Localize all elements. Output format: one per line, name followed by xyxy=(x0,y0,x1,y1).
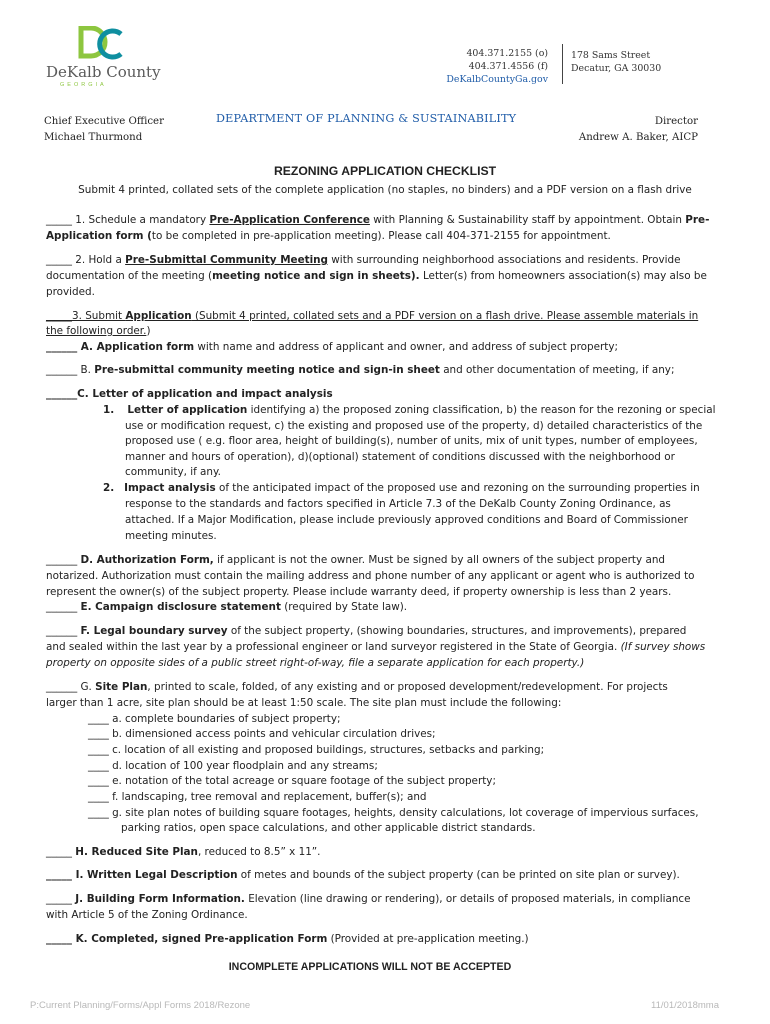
item-g-a: ____ a. complete boundaries of subject property; xyxy=(88,713,341,725)
step-3-paren: ) xyxy=(146,325,151,337)
item-g-line-2: larger than 1 acre, site plan should be at least 1:50 scale. The site plan must include the following: xyxy=(46,697,562,709)
item-a xyxy=(46,340,702,356)
footer-date: 11/01/2018mma xyxy=(651,1000,719,1011)
step-2-line-3: provided. xyxy=(46,286,95,298)
application-label: Application xyxy=(125,310,192,322)
item-g-c: ____ c. location of all existing and proposed buildings, structures, setbacks and parking; xyxy=(88,744,545,756)
item-d-line-2: notarized. Authorization must contain the mailing address and phone number of any applicant or agent who is authorized to xyxy=(46,570,695,582)
step-2-line-2 xyxy=(46,269,707,285)
logo-state: GEORGIA xyxy=(60,82,107,88)
item-k xyxy=(46,932,702,948)
header-divider xyxy=(562,44,563,84)
director-name: Andrew A. Baker, AICP xyxy=(578,132,698,143)
item-c-label: ______C. Letter of application and impact analysis xyxy=(46,388,333,400)
item-c2-text-1: of the anticipated impact of the proposed use and rezoning on the surrounding properties in xyxy=(215,482,700,494)
item-j-label: J. Building Form Information. xyxy=(75,893,245,905)
step-2-text: _____ 2. Hold a xyxy=(46,254,126,266)
item-c1-line-2: use or modification request, c) the existing and proposed use of the property, d) detailed characteristics of the xyxy=(125,420,703,432)
item-f-text-2: and sealed within the last year by a professional engineer or land surveyor registered in the State of Georgia. xyxy=(46,641,621,653)
step-1-text-2: with Planning & Sustainability staff by appointment. Obtain xyxy=(369,214,686,226)
item-g-g: ____ g. site plan notes of building square footages, heights, density calculations, lot coverage of impervious surfaces, xyxy=(88,807,699,819)
ceo-name: Michael Thurmond xyxy=(44,132,143,143)
step-1-bold: Pre- xyxy=(685,214,710,226)
logo-county-name: DeKalb County xyxy=(46,63,161,81)
item-a-text: with name and address of applicant and owner, and address of subject property; xyxy=(194,341,618,353)
phone-fax: 404.371.4556 (f) xyxy=(468,61,548,72)
contact-address xyxy=(571,49,661,75)
director-title: Director xyxy=(654,116,698,127)
item-d-line-1 xyxy=(46,553,702,569)
director-block xyxy=(579,114,698,146)
step-2-bold: meeting notice and sign in sheets). xyxy=(212,270,420,282)
item-b xyxy=(46,363,702,379)
item-g-line-1 xyxy=(46,680,702,696)
address-line-2: Decatur, GA 30030 xyxy=(571,63,662,74)
item-j-line-2: with Article 5 of the Zoning Ordinance. xyxy=(46,909,248,921)
item-e xyxy=(46,600,702,616)
item-h-text: , reduced to 8.5” x 11”. xyxy=(197,846,321,858)
item-g-b: ____ b. dimensioned access points and vehicular circulation drives; xyxy=(88,728,436,740)
item-i-label: I. Written Legal Description xyxy=(71,869,238,881)
item-a-label: A. Application form xyxy=(77,341,195,353)
item-k-blank: _____ xyxy=(46,933,72,945)
item-e-text: (required by State law). xyxy=(280,601,408,613)
item-d-label: D. Authorization Form, xyxy=(80,554,214,566)
pre-application-conference: Pre-Application Conference xyxy=(209,214,370,226)
item-g-d: ____ d. location of 100 year floodplain and any streams; xyxy=(88,760,378,772)
page-title: REZONING APPLICATION CHECKLIST xyxy=(273,164,497,178)
item-j-text-1: Elevation (line drawing or rendering), or details of proposed materials, in compliance xyxy=(244,893,691,905)
website-link[interactable]: DeKalbCountyGa.gov xyxy=(446,74,548,85)
item-f-label: F. Legal boundary survey xyxy=(80,625,228,637)
item-i-text: of metes and bounds of the subject property (can be printed on site plan or survey). xyxy=(237,869,680,881)
item-c-heading xyxy=(46,387,702,403)
contact-phones xyxy=(440,47,548,86)
step-1-form: Application form ( xyxy=(46,230,152,242)
department-title: DEPARTMENT OF PLANNING & SUSTAINABILITY xyxy=(216,112,517,125)
item-h-label: H. Reduced Site Plan xyxy=(75,846,198,858)
item-f-italic-1: (If survey shows xyxy=(620,641,706,653)
step-2-text-4: Letter(s) from homeowners association(s) may also be xyxy=(419,270,707,282)
item-d-blank: ______ xyxy=(46,554,81,566)
step-3-text: _____3. Submit xyxy=(46,310,126,322)
step-2-line-1 xyxy=(46,253,702,269)
footer-path: P:Current Planning/Forms/Appl Forms 2018/Rezone xyxy=(30,1000,251,1011)
step-2-text-2: with surrounding neighborhood associations and residents. Provide xyxy=(328,254,681,266)
item-k-label: K. Completed, signed Pre-application Form xyxy=(71,933,328,945)
item-f-text-1: of the subject property, (showing boundaries, structures, and improvements), prepared xyxy=(227,625,687,637)
item-c1-number: 1. xyxy=(103,404,115,416)
step-3-line-1 xyxy=(46,309,702,325)
item-c2-number: 2. xyxy=(103,482,115,494)
step-3-text-2: (Submit 4 printed, collated sets and a PDF version on a flash drive. Please assemble materials in xyxy=(191,310,699,322)
step-2-text-3: documentation of the meeting ( xyxy=(46,270,213,282)
page-subtitle: Submit 4 printed, collated sets of the complete application (no staples, no binders) and a PDF version on a flash drive xyxy=(78,184,692,196)
incomplete-notice: INCOMPLETE APPLICATIONS WILL NOT BE ACCEPTED xyxy=(228,961,512,973)
item-c2-label: Impact analysis xyxy=(124,482,216,494)
ceo-block xyxy=(44,114,164,146)
step-3-line-2 xyxy=(46,324,702,340)
item-f-line-2 xyxy=(46,640,706,656)
item-g-e: ____ e. notation of the total acreage or square footage of the subject property; xyxy=(88,775,496,787)
step-3-text-3: the following order. xyxy=(46,325,147,337)
step-1-line-1 xyxy=(46,213,710,229)
item-k-text: (Provided at pre-application meeting.) xyxy=(327,933,529,945)
phone-office: 404.371.2155 (o) xyxy=(466,48,548,59)
item-f-line-1 xyxy=(46,624,702,640)
item-i xyxy=(46,868,702,884)
item-c1-line-3: proposed use ( e.g. floor area, height of building(s), number of units, mix of unit types, number of employees, xyxy=(125,435,698,447)
item-c1-line-1 xyxy=(103,403,716,419)
item-j-blank: _____ xyxy=(46,893,76,905)
item-c1-line-4: manner and hours of operation), d)(optional) statement of conditions discussed with the neighborhood or xyxy=(125,451,675,463)
item-c1-text-1: identifying a) the proposed zoning classification, b) the reason for the rezoning or special xyxy=(247,404,716,416)
step-1-line-2 xyxy=(46,229,702,245)
item-g-text-1: , printed to scale, folded, of any existing and or proposed development/redevelopment. For projects xyxy=(147,681,668,693)
county-logo xyxy=(46,26,161,90)
item-i-blank: _____ xyxy=(46,869,72,881)
item-b-label: Pre-submittal community meeting notice and sign-in sheet xyxy=(94,364,440,376)
item-d-text-1: if applicant is not the owner. Must be signed by all owners of the subject property and xyxy=(213,554,666,566)
item-g-blank: ______ G. xyxy=(46,681,96,693)
item-b-text: and other documentation of meeting, if any; xyxy=(439,364,675,376)
address-line-1: 178 Sams Street xyxy=(571,50,651,61)
item-j-line-1 xyxy=(46,892,702,908)
item-f-line-3: property on opposite sides of a public street right-of-way, file a separate application for each property.) xyxy=(46,657,585,669)
item-g-g-2: parking ratios, open space calculations, and other applicable district standards. xyxy=(121,822,536,834)
dc-logo-icon xyxy=(77,26,125,62)
item-e-blank: ______ xyxy=(46,601,81,613)
item-c1-label: Letter of application xyxy=(127,404,248,416)
item-a-blank: ______ xyxy=(46,341,78,353)
item-g-label: Site Plan xyxy=(95,681,148,693)
item-c2-line-1 xyxy=(103,481,702,497)
item-d-line-3: represent the owner(s) of the subject property. Please include warranty deed, if property ownership is less than 2 years. xyxy=(46,586,672,598)
step-1-text: _____ 1. Schedule a mandatory xyxy=(46,214,210,226)
item-c2-line-4: meeting minutes. xyxy=(125,530,217,542)
item-g-f: ____ f. landscaping, tree removal and replacement, buffer(s); and xyxy=(88,791,427,803)
step-1-text-3: to be completed in pre-application meeting). Please call 404-371-2155 for appointment. xyxy=(151,230,611,242)
pre-submittal-meeting: Pre-Submittal Community Meeting xyxy=(125,254,328,266)
item-b-blank: ______ B. xyxy=(46,364,95,376)
item-c1-line-5: community, if any. xyxy=(125,466,221,478)
item-h-blank: _____ xyxy=(46,846,76,858)
item-h xyxy=(46,845,702,861)
item-e-label: E. Campaign disclosure statement xyxy=(80,601,281,613)
ceo-title: Chief Executive Officer xyxy=(44,116,164,127)
item-f-blank: ______ xyxy=(46,625,81,637)
item-c2-line-3: attached. If a Major Modification, please include previously approved conditions and Board of Commissioner xyxy=(125,514,688,526)
item-c2-line-2: response to the standards and factors specified in Article 7.3 of the DeKalb County Zoning Ordinance, as xyxy=(125,498,671,510)
